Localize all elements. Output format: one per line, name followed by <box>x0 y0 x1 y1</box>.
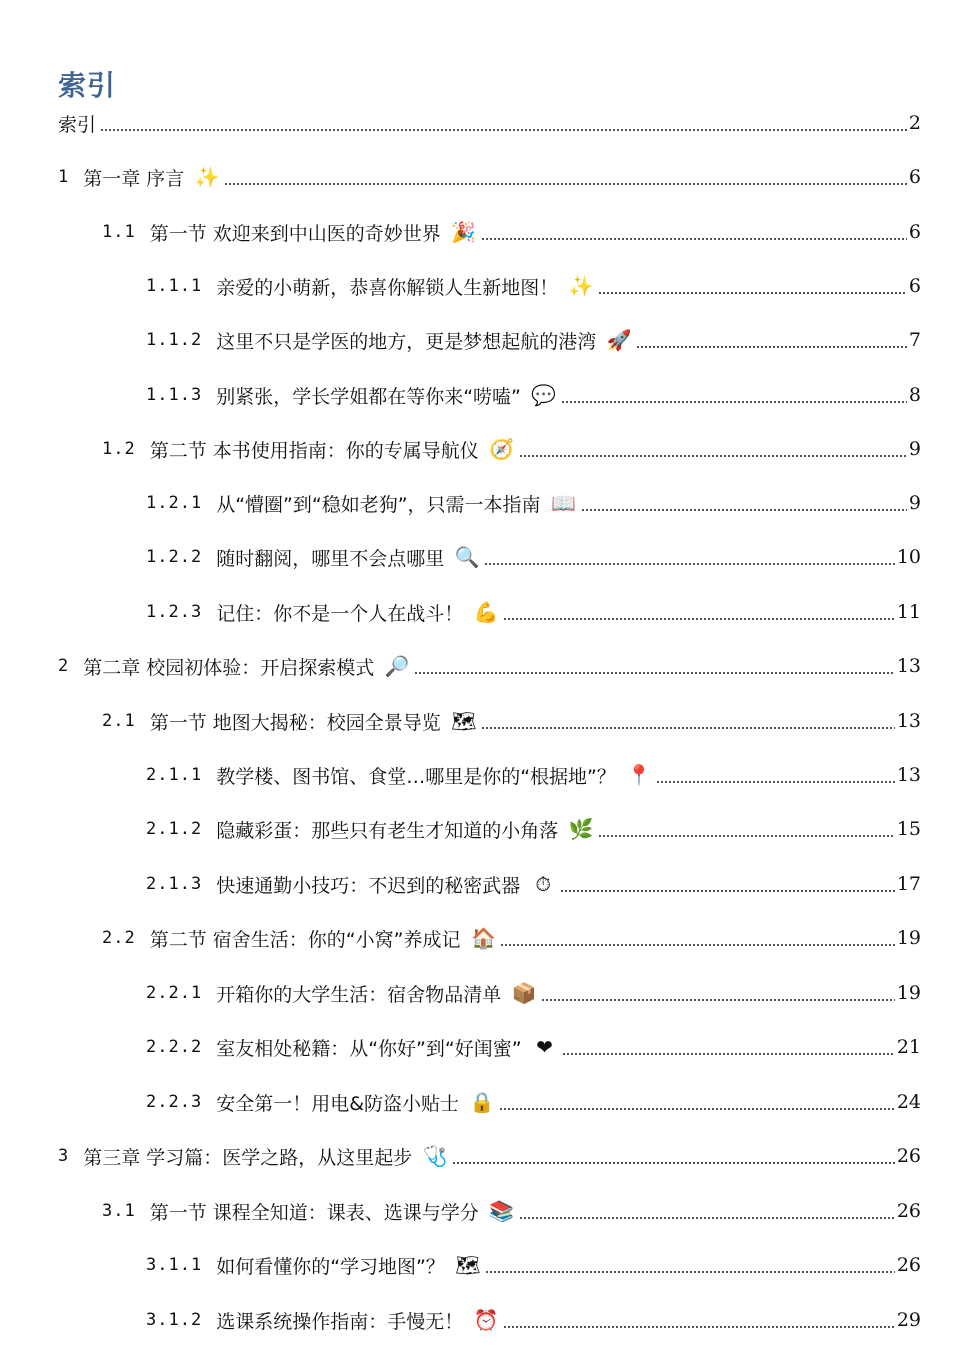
toc-entry[interactable] <box>146 324 921 356</box>
toc-entry-number: 3 <box>58 1146 70 1166</box>
toc-entry-title: 第二节 宿舍生活：你的“小窝”养成记 <box>149 928 461 951</box>
flexed-biceps-icon: 💪 <box>473 600 499 624</box>
dot-leader <box>519 455 907 457</box>
toc-entry-title: 教学楼、图书馆、食堂…哪里是你的“根据地”？ <box>216 765 616 788</box>
dot-leader <box>481 727 895 729</box>
toc-page-number: 7 <box>908 329 921 351</box>
map-icon: 🗺 <box>455 1253 481 1277</box>
dot-leader <box>499 1108 895 1110</box>
toc-entry-number: 1.2 <box>102 439 136 459</box>
toc-entry-number: 1.2.3 <box>146 602 203 622</box>
toc-entry-title: 第一章 序言 <box>83 167 185 190</box>
sparkles-icon: ✨ <box>568 274 594 298</box>
toc-entry[interactable] <box>146 1031 921 1063</box>
dot-leader <box>541 999 895 1001</box>
toc-entry-title: 亲爱的小萌新，恭喜你解锁人生新地图！ <box>216 276 559 299</box>
dot-leader <box>485 1271 895 1273</box>
toc-entry-number: 2.1.3 <box>146 874 203 894</box>
toc-page-number: 6 <box>908 166 921 188</box>
toc-page-number: 6 <box>908 221 921 243</box>
toc-entry-title: 第一节 地图大揭秘：校园全景导览 <box>149 711 441 734</box>
toc-page-number: 11 <box>896 601 921 623</box>
toc-entry-number: 1.1.3 <box>146 385 203 405</box>
toc-entry[interactable] <box>146 541 921 573</box>
toc-entry[interactable] <box>146 1249 921 1281</box>
toc-entry-number: 2.2.1 <box>146 983 203 1003</box>
compass-icon: 🧭 <box>489 437 515 461</box>
dot-leader <box>561 401 907 403</box>
dot-leader <box>503 618 895 620</box>
stopwatch-icon: ⏱ <box>535 872 551 896</box>
open-book-icon: 📖 <box>551 491 577 515</box>
toc-entry-title: 第一节 课程全知道：课表、选课与学分 <box>149 1201 479 1224</box>
dot-leader <box>414 672 895 674</box>
toc-entry-title: 隐藏彩蛋：那些只有老生才知道的小角落 <box>216 819 559 842</box>
toc-entry-number: 1.2.1 <box>146 493 203 513</box>
toc-page-number: 24 <box>896 1091 921 1113</box>
toc-entry-number: 2.2 <box>102 928 136 948</box>
dot-leader <box>484 563 895 565</box>
dot-leader <box>481 238 907 240</box>
toc-page-number: 13 <box>896 710 921 732</box>
toc-entry[interactable] <box>146 596 921 628</box>
toc-page-number: 6 <box>908 275 921 297</box>
toc-entry-title: 从“懵圈”到“稳如老狗”，只需一本指南 <box>216 493 541 516</box>
toc-entry-title: 随时翻阅，哪里不会点哪里 <box>216 547 445 570</box>
toc-page-number: 26 <box>896 1200 921 1222</box>
heart-icon: ❤ <box>536 1035 553 1059</box>
toc-entry-number: 3.1 <box>102 1201 136 1221</box>
toc-entry-number: 1.1.1 <box>146 276 203 296</box>
toc-entry-number: 2.2.3 <box>146 1092 203 1112</box>
package-box-icon: 📦 <box>511 981 537 1005</box>
toc-entry[interactable] <box>102 922 921 954</box>
books-stack-icon: 📚 <box>489 1199 515 1223</box>
toc-entry[interactable] <box>146 759 921 791</box>
dot-leader <box>598 835 895 837</box>
toc-page-number: 10 <box>896 546 921 568</box>
toc-entry-title: 选课系统操作指南：手慢无！ <box>216 1310 464 1333</box>
toc-entry-title: 这里不只是学医的地方，更是梦想起航的港湾 <box>216 330 597 353</box>
toc-entry-number: 1.1.2 <box>146 330 203 350</box>
toc-entry-title: 安全第一！用电&防盗小贴士 <box>216 1092 460 1115</box>
dot-leader <box>581 509 907 511</box>
toc-page-number: 13 <box>896 655 921 677</box>
rocket-icon: 🚀 <box>606 328 632 352</box>
toc-entry[interactable] <box>146 379 921 411</box>
dot-leader <box>503 1326 895 1328</box>
alarm-clock-icon: ⏰ <box>473 1308 499 1332</box>
toc-entry-number: 1.2.2 <box>146 547 203 567</box>
dot-leader <box>560 890 895 892</box>
dot-leader <box>562 1053 895 1055</box>
toc-entry-number: 2.1 <box>102 711 136 731</box>
page-title: 索引 <box>58 69 117 102</box>
toc-page-number: 9 <box>908 438 921 460</box>
dot-leader <box>519 1217 895 1219</box>
toc-entry[interactable] <box>58 650 921 682</box>
toc-entry-number: 3.1.1 <box>146 1255 203 1275</box>
toc-page-number: 13 <box>896 764 921 786</box>
toc-page-number: 2 <box>908 112 921 134</box>
toc-entry[interactable] <box>146 1304 921 1336</box>
toc-entry-title: 第二章 校园初体验：开启探索模式 <box>83 656 375 679</box>
toc-entry-title: 索引 <box>58 113 97 136</box>
toc-entry-number: 3.1.2 <box>146 1310 203 1330</box>
toc-entry[interactable] <box>102 433 921 465</box>
toc-entry[interactable] <box>146 487 921 519</box>
toc-entry[interactable] <box>58 1140 921 1172</box>
speech-bubble-icon: 💬 <box>531 383 557 407</box>
toc-entry-number: 2.2.2 <box>146 1037 203 1057</box>
dot-leader <box>100 129 907 131</box>
toc-entry-title: 室友相处秘籍：从“你好”到“好闺蜜” <box>216 1037 522 1060</box>
stethoscope-icon: 🩺 <box>422 1144 448 1168</box>
toc-entry[interactable] <box>146 270 921 302</box>
toc-entry-title: 开箱你的大学生活：宿舍物品清单 <box>216 983 502 1006</box>
toc-page-number: 9 <box>908 492 921 514</box>
toc-entry-title: 如何看懂你的“学习地图”？ <box>216 1255 445 1278</box>
toc-entry-title: 第三章 学习篇：医学之路，从这里起步 <box>83 1146 413 1169</box>
toc-entry[interactable] <box>102 216 921 248</box>
toc-entry-title: 快速通勤小技巧：不迟到的秘密武器 <box>216 874 521 897</box>
toc-entry-number: 2 <box>58 656 70 676</box>
toc-entry-number: 1.1 <box>102 222 136 242</box>
toc-entry[interactable] <box>146 868 921 900</box>
toc-page-number: 8 <box>908 384 921 406</box>
lock-icon: 🔒 <box>469 1090 495 1114</box>
toc-page-number: 26 <box>896 1145 921 1167</box>
dot-leader <box>636 346 907 348</box>
toc-entry[interactable] <box>102 1195 921 1227</box>
toc-entry-number: 1 <box>58 167 70 187</box>
toc-entry[interactable] <box>58 161 921 193</box>
toc-page-number: 19 <box>896 927 921 949</box>
toc-entry-number: 2.1.1 <box>146 765 203 785</box>
dot-leader <box>656 781 895 783</box>
toc-entry[interactable] <box>102 705 921 737</box>
map-icon: 🗺 <box>451 709 477 733</box>
toc-entry-number: 2.1.2 <box>146 819 203 839</box>
toc-entry-title: 第二节 本书使用指南：你的专属导航仪 <box>149 439 479 462</box>
party-popper-icon: 🎉 <box>451 220 477 244</box>
pushpin-icon: 📍 <box>626 763 652 787</box>
toc-entry[interactable] <box>58 107 921 139</box>
house-icon: 🏠 <box>471 926 496 950</box>
leaf-icon: 🌿 <box>568 817 594 841</box>
toc-entry-title: 第一节 欢迎来到中山医的奇妙世界 <box>149 222 441 245</box>
toc-entry[interactable] <box>146 977 921 1009</box>
toc-page-number: 17 <box>896 873 921 895</box>
toc-entry-title: 记住：你不是一个人在战斗！ <box>216 602 464 625</box>
toc-page-number: 29 <box>896 1309 921 1331</box>
toc-page-number: 15 <box>896 818 921 840</box>
toc-page-number: 21 <box>896 1036 921 1058</box>
toc-page-number: 26 <box>896 1254 921 1276</box>
toc-entry-title: 别紧张，学长学姐都在等你来“唠嗑” <box>216 385 521 408</box>
toc-entry[interactable] <box>146 813 921 845</box>
dot-leader <box>500 944 894 946</box>
dot-leader <box>452 1162 895 1164</box>
toc-entry[interactable] <box>146 1086 921 1118</box>
sparkle-burst-icon: ✨ <box>194 165 220 189</box>
dot-leader <box>224 183 907 185</box>
magnifier-right-icon: 🔎 <box>384 654 410 678</box>
dot-leader <box>598 292 907 294</box>
magnifier-icon: 🔍 <box>454 545 480 569</box>
toc-page-number: 19 <box>896 982 921 1004</box>
